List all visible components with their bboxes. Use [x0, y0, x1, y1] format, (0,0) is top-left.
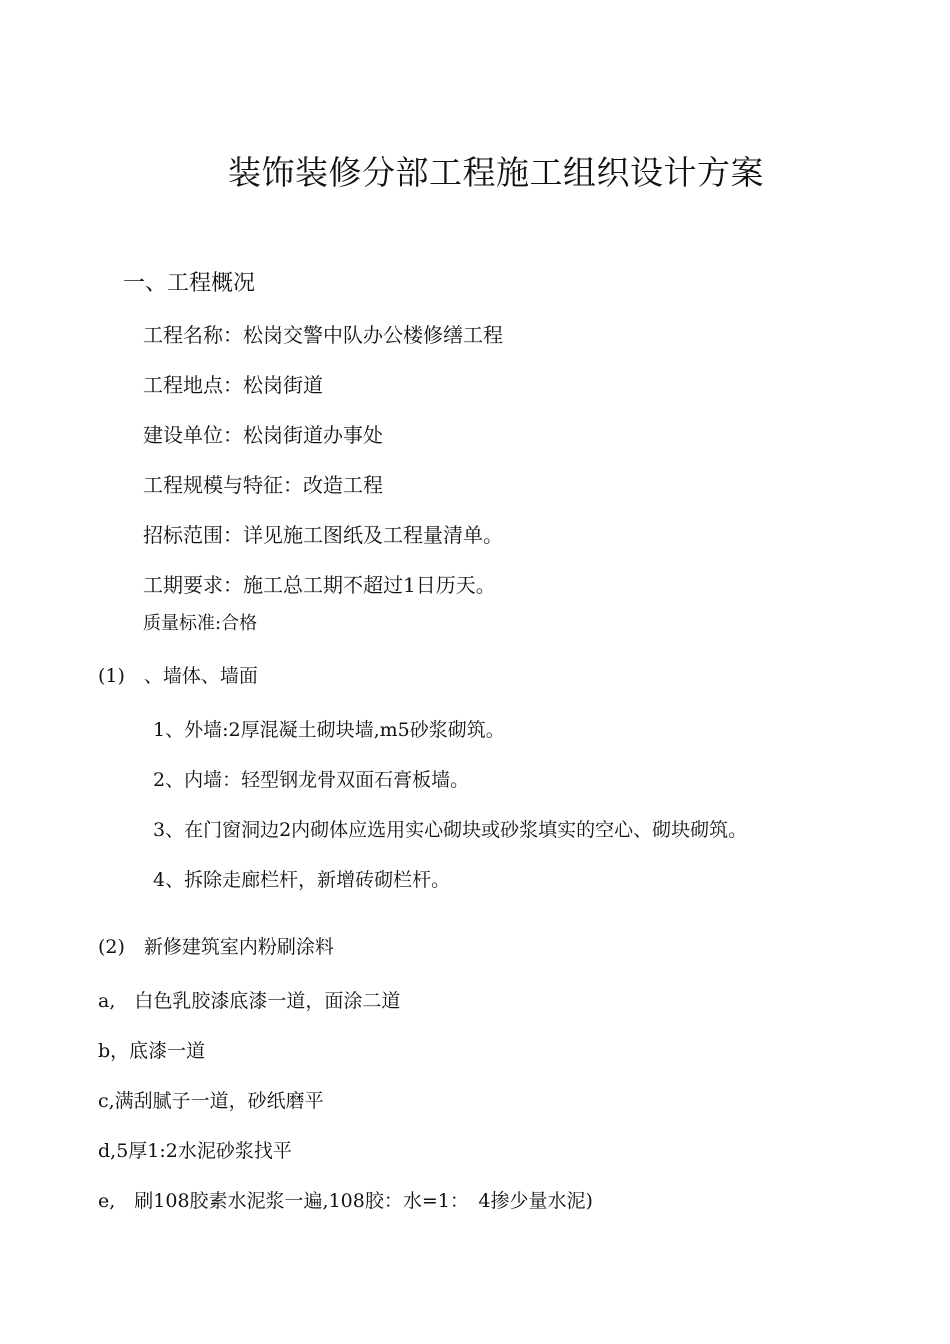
- subsection-heading-walls: (1) 、墙体、墙面: [98, 665, 258, 687]
- bidding-scope-line: 招标范围：详见施工图纸及工程量清单。: [143, 523, 503, 547]
- wall-item-3: 3、在门窗洞边2内砌体应选用实心砌块或砂浆填实的空心、砌块砌筑。: [153, 819, 748, 841]
- document-title: 装饰装修分部工程施工组织设计方案: [228, 153, 764, 192]
- wall-item-4: 4、拆除走廊栏杆，新增砖砌栏杆。: [153, 869, 451, 891]
- construction-unit-line: 建设单位：松岗街道办事处: [143, 423, 383, 447]
- quality-standard-line: 质量标准:合格: [143, 613, 258, 634]
- painting-item-e: e, 刷108胶素水泥浆一遍,108胶：水=1： 4掺少量水泥): [98, 1190, 593, 1212]
- painting-item-c: c,满刮腻子一道，砂纸磨平: [98, 1090, 324, 1112]
- wall-item-2: 2、内墙：轻型钢龙骨双面石膏板墙。: [153, 769, 470, 791]
- schedule-requirement-line: 工期要求：施工总工期不超过1日历天。: [143, 573, 496, 597]
- wall-item-1: 1、外墙:2厚混凝土砌块墙,m5砂浆砌筑。: [153, 719, 505, 741]
- project-location-line: 工程地点：松岗街道: [143, 373, 323, 397]
- painting-item-b: b，底漆一道: [98, 1040, 206, 1062]
- project-scale-line: 工程规模与特征：改造工程: [143, 473, 383, 497]
- painting-item-d: d,5厚1:2水泥砂浆找平: [98, 1140, 292, 1162]
- painting-item-a: a, 白色乳胶漆底漆一道，面涂二道: [98, 990, 401, 1012]
- section-heading-project-overview: 一、工程概况: [123, 271, 256, 296]
- subsection-heading-painting: (2) 新修建筑室内粉刷涂料: [98, 936, 334, 958]
- project-name-line: 工程名称：松岗交警中队办公楼修缮工程: [143, 323, 503, 347]
